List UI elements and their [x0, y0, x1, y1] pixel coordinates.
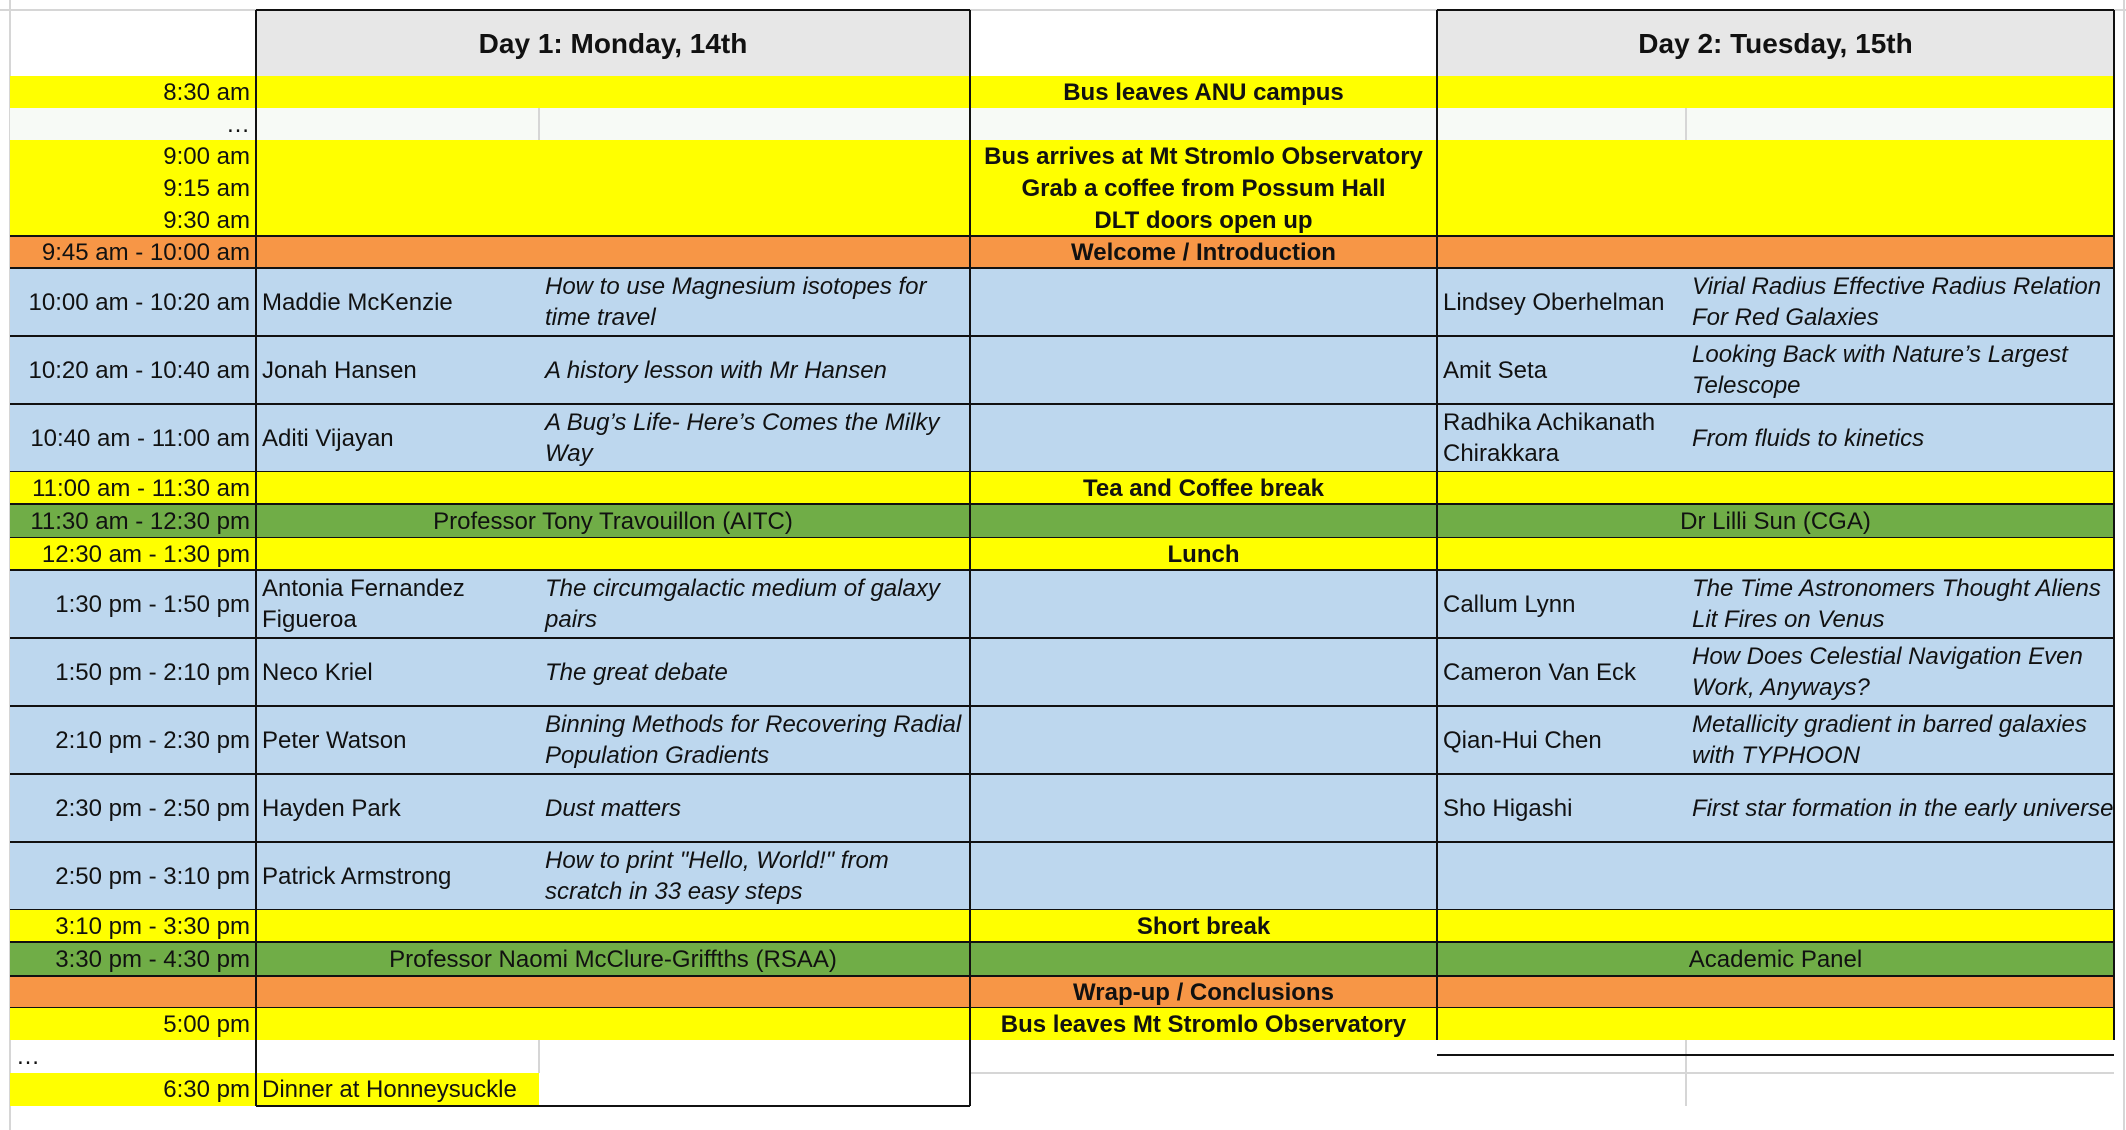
middle-cell[interactable] [970, 774, 1437, 842]
column-border [1436, 638, 1438, 706]
column-border [2113, 336, 2115, 404]
day1-header-text: Day 1: Monday, 14th [478, 27, 748, 59]
day1-cell[interactable] [256, 1008, 970, 1040]
column-border [255, 204, 257, 236]
time-cell-text: 9:30 am [163, 206, 250, 234]
column-border [255, 706, 257, 774]
day2-talk-title[interactable] [1686, 336, 2114, 404]
event-cell[interactable] [970, 140, 1437, 172]
event-cell-text: Tea and Coffee break [1083, 474, 1324, 502]
column-border [1436, 538, 1438, 570]
time-cell-text: 2:30 pm - 2:50 pm [55, 794, 250, 822]
column-border [969, 10, 971, 76]
day1-speaker[interactable] [256, 774, 539, 842]
time-cell[interactable] [10, 570, 256, 638]
day1-speaker-text: Jonah Hansen [262, 356, 417, 384]
column-border [2113, 140, 2115, 172]
column-border [969, 706, 971, 774]
row-border [1437, 1054, 2114, 1056]
time-cell-text: 8:30 am [163, 78, 250, 106]
time-cell-text: 9:15 am [163, 174, 250, 202]
column-border [969, 942, 971, 976]
column-border [255, 1040, 257, 1073]
time-cell[interactable] [10, 1008, 256, 1040]
column-border [2113, 942, 2115, 976]
middle-cell[interactable] [970, 570, 1437, 638]
column-border [969, 268, 971, 336]
day2-speaker[interactable] [1437, 842, 1686, 910]
column-border [1436, 404, 1438, 472]
time-cell-text: 6:30 pm [163, 1076, 250, 1103]
day2-talk-title[interactable] [1686, 706, 2114, 774]
middle-cell[interactable] [970, 638, 1437, 706]
column-border [255, 172, 257, 204]
time-cell[interactable] [10, 140, 256, 172]
column-border [255, 842, 257, 910]
time-cell-text: 3:10 pm - 3:30 pm [55, 912, 250, 940]
column-border [255, 504, 257, 538]
day2-speaker[interactable] [1437, 774, 1686, 842]
column-border [969, 774, 971, 842]
row-border [10, 637, 2114, 639]
empty-row[interactable] [256, 108, 2114, 140]
day1-speaker-text: Hayden Park [262, 794, 401, 822]
day2-cell[interactable] [1437, 76, 2114, 108]
column-border [255, 570, 257, 638]
column-border [2113, 172, 2115, 204]
day1-talk-title[interactable] [539, 268, 970, 336]
day2-speaker[interactable] [1437, 336, 1686, 404]
day2-speaker-text: Qian-Hui Chen [1443, 726, 1602, 754]
day2-speaker-text: Amit Seta [1443, 356, 1548, 384]
day1-talk-title-text: The great debate [545, 658, 728, 686]
day1-speaker[interactable] [256, 570, 539, 638]
day1-speaker[interactable] [256, 706, 539, 774]
day1-speaker-text: Antonia Fernandez Figueroa [262, 575, 465, 633]
time-cell[interactable] [10, 172, 256, 204]
column-border [255, 140, 257, 172]
day2-speaker-text: Callum Lynn [1443, 590, 1576, 618]
event-cell[interactable] [970, 204, 1437, 236]
row-border [256, 1105, 970, 1107]
day1-speaker[interactable] [256, 268, 539, 336]
row-border [10, 941, 2114, 943]
column-border [969, 172, 971, 204]
column-border [255, 10, 257, 76]
day1-header[interactable] [256, 10, 970, 76]
day1-talk-title-text: The circumgalactic medium of galaxy pairs [545, 575, 940, 633]
row-border [10, 705, 2114, 707]
time-cell-text: 9:45 am - 10:00 am [41, 238, 250, 266]
day2-cell[interactable] [1437, 472, 2114, 504]
day1-talk-title-text: How to use Magnesium isotopes for time travel [545, 273, 927, 331]
column-border [2113, 638, 2115, 706]
row-border [10, 267, 2114, 269]
time-cell-text: 10:20 am - 10:40 am [28, 356, 250, 384]
time-cell-text: 11:30 am - 12:30 pm [30, 507, 250, 535]
column-border [2113, 774, 2115, 842]
day1-speaker-text: Aditi Vijayan [262, 424, 394, 452]
column-border [969, 1073, 971, 1106]
column-border [2113, 976, 2115, 1008]
day1-speaker-text: Peter Watson [262, 726, 407, 754]
row-border [10, 841, 2114, 843]
day2-talk-title-text: From fluids to kinetics [1692, 424, 1925, 452]
day1-talk-title[interactable] [539, 706, 970, 774]
day1-speaker[interactable] [256, 842, 539, 910]
column-border [255, 108, 257, 140]
column-border [1436, 108, 1438, 140]
day2-talk-title[interactable] [1686, 842, 2114, 910]
column-border [969, 204, 971, 236]
event-cell-text: Grab a coffee from Possum Hall [1021, 174, 1386, 202]
column-border [538, 1040, 540, 1073]
day1-cell[interactable] [256, 910, 970, 942]
column-border [255, 942, 257, 976]
time-cell-text: 3:30 pm - 4:30 pm [55, 945, 250, 973]
column-border [969, 910, 971, 942]
column-border [969, 236, 971, 268]
event-cell-text: Welcome / Introduction [1071, 238, 1336, 266]
time-cell-text: 1:50 pm - 2:10 pm [55, 658, 250, 686]
time-cell[interactable] [10, 638, 256, 706]
time-cell[interactable] [10, 1073, 256, 1106]
column-border [1436, 76, 1438, 108]
day1-speaker-text: Neco Kriel [262, 658, 373, 686]
time-cell-text: 1:30 pm - 1:50 pm [55, 590, 250, 618]
column-border [538, 108, 540, 140]
day2-cell[interactable] [1437, 236, 2114, 268]
time-cell[interactable] [10, 706, 256, 774]
day2-cell[interactable] [1437, 140, 2114, 172]
day1-talk-title-text: A Bug’s Life- Here’s Comes the Milky Way [545, 409, 940, 467]
time-cell[interactable] [10, 842, 256, 910]
column-border [2113, 1008, 2115, 1040]
column-border [1436, 504, 1438, 538]
ellipsis-cell[interactable] [10, 108, 256, 140]
day1-talk-title[interactable] [539, 774, 970, 842]
column-border [1436, 942, 1438, 976]
day1-cell[interactable] [256, 204, 970, 236]
event-cell-text: Lunch [1167, 540, 1240, 568]
day2-speaker[interactable] [1437, 268, 1686, 336]
day1-keynote[interactable] [256, 942, 970, 976]
column-border [969, 140, 971, 172]
column-border [969, 76, 971, 108]
day2-speaker[interactable] [1437, 404, 1686, 472]
day1-speaker[interactable] [256, 336, 539, 404]
column-border [1436, 336, 1438, 404]
column-border [255, 1073, 257, 1106]
column-border [1436, 1008, 1438, 1040]
column-border [969, 1008, 971, 1040]
row-border [10, 403, 2114, 405]
column-border [1436, 910, 1438, 942]
time-cell-text: 11:00 am - 11:30 am [32, 474, 250, 502]
column-border [1685, 1073, 1687, 1106]
day2-talk-title-text: First star formation in the early universe [1692, 794, 2114, 822]
time-cell[interactable] [10, 204, 256, 236]
middle-cell[interactable] [970, 942, 1437, 976]
middle-cell[interactable] [970, 336, 1437, 404]
day1-keynote[interactable] [256, 504, 970, 538]
time-cell-text: 5:00 pm [163, 1010, 250, 1038]
day2-speaker[interactable] [1437, 570, 1686, 638]
middle-cell[interactable] [970, 404, 1437, 472]
day2-cell[interactable] [1437, 910, 2114, 942]
row-border [10, 773, 2114, 775]
day1-cell[interactable] [256, 472, 970, 504]
column-border [969, 1040, 971, 1073]
day1-talk-title[interactable] [539, 842, 970, 910]
ellipsis-cell-text: … [16, 1043, 40, 1070]
column-border [969, 976, 971, 1008]
column-border [2113, 842, 2115, 910]
row-border [10, 335, 2114, 337]
day1-cell[interactable] [256, 76, 970, 108]
event-cell[interactable] [970, 236, 1437, 268]
dinner-cell-text: Dinner at Honneysuckle [262, 1076, 517, 1103]
column-border [2113, 538, 2115, 570]
event-cell-text: Bus leaves Mt Stromlo Observatory [1000, 1010, 1407, 1038]
day1-speaker-text: Maddie McKenzie [262, 288, 453, 316]
column-border [1436, 472, 1438, 504]
time-cell-text: 10:40 am - 11:00 am [30, 424, 250, 452]
column-border [969, 472, 971, 504]
middle-cell[interactable] [970, 842, 1437, 910]
day2-speaker-text: Lindsey Oberhelman [1443, 288, 1665, 316]
column-border [1436, 204, 1438, 236]
day2-talk-title[interactable] [1686, 268, 2114, 336]
column-border [1436, 236, 1438, 268]
column-border [2113, 504, 2115, 538]
time-cell-text: 12:30 am - 1:30 pm [41, 540, 250, 568]
event-cell-text: Bus leaves ANU campus [1063, 78, 1344, 106]
event-cell[interactable] [970, 472, 1437, 504]
day2-header-text: Day 2: Tuesday, 15th [1638, 27, 1913, 59]
event-cell-text: DLT doors open up [1094, 206, 1313, 234]
dinner-cell[interactable] [256, 1073, 539, 1106]
time-cell[interactable] [10, 504, 256, 538]
column-border [255, 472, 257, 504]
column-border [2113, 570, 2115, 638]
day1-keynote-text: Professor Tony Travouillon (AITC) [433, 507, 793, 535]
time-cell[interactable] [10, 976, 256, 1008]
column-border [1436, 706, 1438, 774]
day2-speaker[interactable] [1437, 706, 1686, 774]
column-border [255, 774, 257, 842]
column-border [2123, 0, 2125, 1130]
row-border [10, 503, 2114, 505]
day1-speaker[interactable] [256, 404, 539, 472]
column-border [1436, 976, 1438, 1008]
day2-talk-title-text: How Does Celestial Navigation Even Work, Anyways? [1692, 643, 2083, 701]
day2-keynote-text: Academic Panel [1688, 945, 1863, 973]
time-cell-text: 2:50 pm - 3:10 pm [55, 862, 250, 890]
row-border [10, 975, 2114, 977]
column-border [1436, 140, 1438, 172]
day2-keynote[interactable] [1437, 942, 2114, 976]
row-border [10, 569, 2114, 571]
day2-keynote-text: Dr Lilli Sun (CGA) [1680, 507, 1871, 535]
time-cell[interactable] [10, 538, 256, 570]
time-cell[interactable] [10, 774, 256, 842]
day1-talk-title[interactable] [539, 404, 970, 472]
row-border [970, 1072, 2114, 1074]
day2-talk-title[interactable] [1686, 774, 2114, 842]
day2-talk-title-text: Virial Radius Effective Radius Relation For Red Galaxies [1692, 273, 2102, 331]
event-cell[interactable] [970, 1008, 1437, 1040]
column-border [255, 236, 257, 268]
day1-talk-title[interactable] [539, 570, 970, 638]
ellipsis-cell-text: … [226, 110, 250, 138]
column-border [969, 842, 971, 910]
column-border [255, 76, 257, 108]
ellipsis-cell[interactable] [10, 1040, 256, 1073]
row-border [10, 235, 2114, 237]
day2-speaker-text: Sho Higashi [1443, 794, 1573, 822]
day2-talk-title-text: Metallicity gradient in barred galaxies with TYPHOON [1692, 711, 2087, 769]
column-border [255, 638, 257, 706]
column-border [969, 108, 971, 140]
column-border [969, 504, 971, 538]
row-border [1437, 9, 2114, 11]
column-border [969, 538, 971, 570]
column-border [1436, 10, 1438, 76]
column-border [255, 538, 257, 570]
column-border [969, 336, 971, 404]
day2-keynote[interactable] [1437, 504, 2114, 538]
time-cell[interactable] [10, 236, 256, 268]
event-cell-text: Short break [1136, 912, 1271, 940]
time-cell[interactable] [10, 404, 256, 472]
column-border [255, 404, 257, 472]
day1-cell[interactable] [256, 976, 970, 1008]
day1-speaker-text: Patrick Armstrong [262, 862, 452, 890]
column-border [1685, 1040, 1687, 1073]
column-border [255, 976, 257, 1008]
column-border [2113, 706, 2115, 774]
column-border [2113, 236, 2115, 268]
day2-talk-title[interactable] [1686, 404, 2114, 472]
column-border [255, 336, 257, 404]
column-border [969, 404, 971, 472]
day2-talk-title-text: Looking Back with Nature’s Largest Telescope [1692, 341, 2068, 399]
time-cell[interactable] [10, 336, 256, 404]
column-border [255, 910, 257, 942]
column-border [969, 570, 971, 638]
column-border [1436, 268, 1438, 336]
time-cell[interactable] [10, 472, 256, 504]
day2-header[interactable] [1437, 10, 2114, 76]
event-cell[interactable] [970, 976, 1437, 1008]
column-border [255, 1008, 257, 1040]
day2-talk-title-text: The Time Astronomers Thought Aliens Lit Fires on Venus [1692, 575, 2101, 633]
column-border [1685, 108, 1687, 140]
day2-speaker-text: Cameron Van Eck [1443, 658, 1636, 686]
event-cell[interactable] [970, 172, 1437, 204]
day2-speaker[interactable] [1437, 638, 1686, 706]
column-border [1436, 842, 1438, 910]
day2-cell[interactable] [1437, 1008, 2114, 1040]
middle-cell[interactable] [970, 268, 1437, 336]
day1-talk-title-text: A history lesson with Mr Hansen [545, 356, 887, 384]
column-border [2113, 472, 2115, 504]
column-border [2113, 108, 2115, 140]
day1-cell[interactable] [256, 538, 970, 570]
event-cell-text: Wrap-up / Conclusions [1073, 978, 1334, 1006]
day1-talk-title-text: Dust matters [545, 794, 682, 822]
day1-cell[interactable] [256, 140, 970, 172]
time-cell[interactable] [10, 268, 256, 336]
column-border [2113, 268, 2115, 336]
column-border [2113, 10, 2115, 76]
column-border [2113, 76, 2115, 108]
day2-speaker-text: Radhika Achikanath Chirakkara [1443, 409, 1656, 467]
day2-talk-title[interactable] [1686, 570, 2114, 638]
column-border [2113, 404, 2115, 472]
time-cell[interactable] [10, 910, 256, 942]
column-border [1436, 172, 1438, 204]
event-cell[interactable] [970, 76, 1437, 108]
time-cell[interactable] [10, 942, 256, 976]
middle-cell[interactable] [970, 706, 1437, 774]
column-border [1436, 774, 1438, 842]
time-cell-text: 10:00 am - 10:20 am [28, 288, 250, 316]
event-cell[interactable] [970, 538, 1437, 570]
day1-talk-title-text: How to print "Hello, World!" from scratch in 33 easy steps [545, 847, 889, 905]
day2-cell[interactable] [1437, 976, 2114, 1008]
time-cell-text: 2:10 pm - 2:30 pm [55, 726, 250, 754]
day1-talk-title[interactable] [539, 638, 970, 706]
column-border [255, 268, 257, 336]
day1-speaker[interactable] [256, 638, 539, 706]
day1-talk-title[interactable] [539, 336, 970, 404]
time-cell[interactable] [10, 76, 256, 108]
row-border [256, 9, 970, 11]
column-border [2113, 204, 2115, 236]
day1-talk-title-text: Binning Methods for Recovering Radial Population Gradients [545, 711, 962, 769]
column-border [969, 638, 971, 706]
event-cell[interactable] [970, 910, 1437, 942]
day2-cell[interactable] [1437, 172, 2114, 204]
middle-cell[interactable] [970, 504, 1437, 538]
column-border [1436, 570, 1438, 638]
day1-cell[interactable] [256, 172, 970, 204]
time-cell-text: 9:00 am [163, 142, 250, 170]
column-border [2113, 910, 2115, 942]
day2-talk-title[interactable] [1686, 638, 2114, 706]
day2-cell[interactable] [1437, 538, 2114, 570]
day2-cell[interactable] [1437, 204, 2114, 236]
day1-keynote-text: Professor Naomi McClure-Griffths (RSAA) [389, 945, 837, 973]
day1-cell[interactable] [256, 236, 970, 268]
event-cell-text: Bus arrives at Mt Stromlo Observatory [984, 142, 1423, 170]
